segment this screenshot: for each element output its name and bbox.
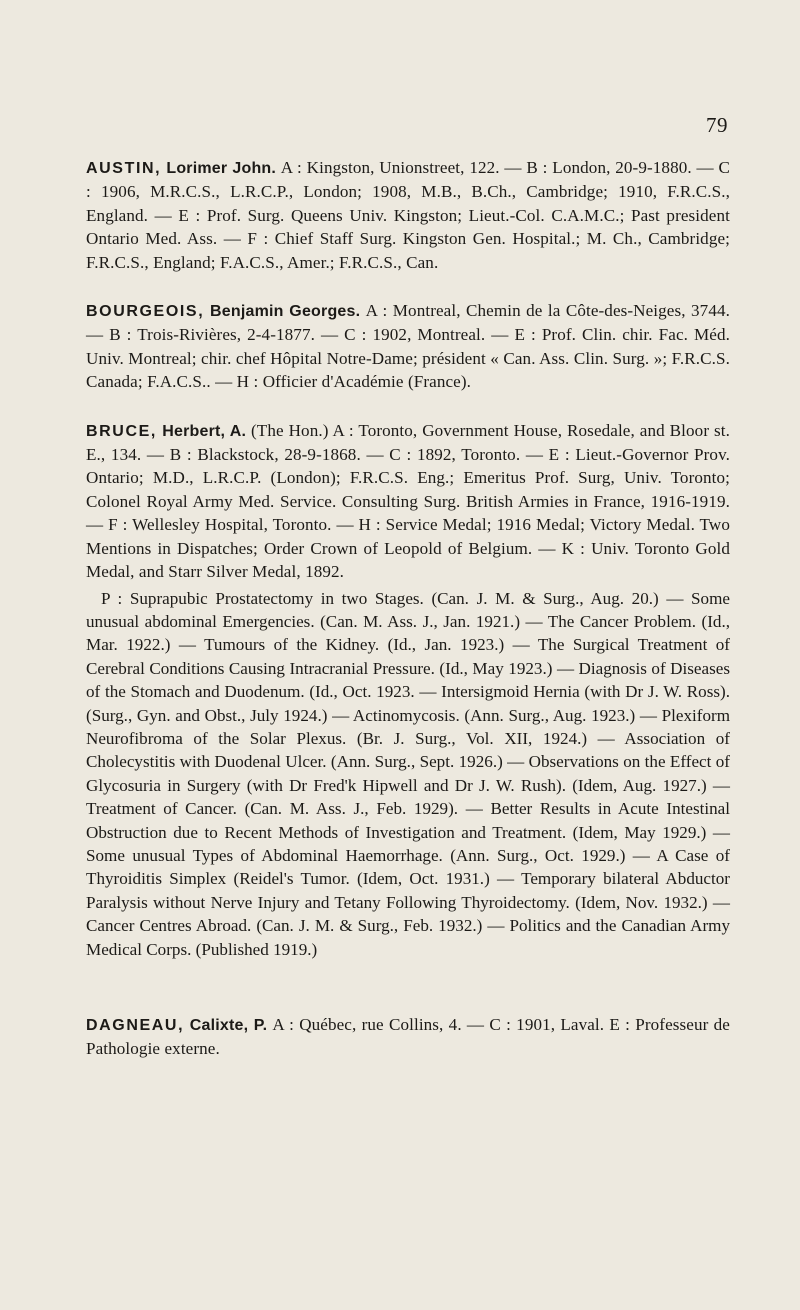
entry-surname: BOURGEOIS, [86, 303, 205, 321]
entry-given-name: Lorimer John. [166, 160, 277, 177]
entry-details: (The Hon.) A : Toronto, Government House, Rosedale, and Bloor st. E., 134. — B : Blackstock, 28-9-1868. — C : 1892, Toronto. — E : Lieut.-Governor Prov. Ontario; M.D., L.R.C.P. (London); F.R.C.S. Eng.; Emeritus Prof. Surg, Univ. Toronto; Colonel Royal Army Med. Service. Consulting Surg. British Armies in France, 1916-1919. — F : Wellesley Hospital, Toronto. — H : Service Medal; 1916 Medal; Victory Medal. Two Mentions in Dispatches; Order Crown of Leopold of Belgium. — K : Univ. Toronto Gold Medal, and Starr Silver Medal, 1892. [86, 420, 731, 582]
entry-details: A : Québec, rue Collins, 4. — C : 1901, Laval. E : Professeur de Pathologie externe. [86, 1015, 730, 1059]
page-number: 79 [706, 113, 728, 137]
entry-name [86, 160, 276, 177]
entry-list [86, 156, 730, 1086]
entry-surname: AUSTIN, [86, 160, 162, 177]
entry-details: A : Montreal, Chemin de la Côte-des-Neiges, 3744. — B : Trois-Rivières, 2-4-1877. — C : 1902, Montreal. — E : Prof. Clin. chir. Fac. Méd. Univ. Montreal; chir. chef Hôpital Notre-Dame; président « Can. Ass. Clin. Surg. »; F.R.C.S. Canada; F.A.C.S.. — H : Officier d'Académie (France). [86, 301, 730, 392]
entry-name [86, 423, 246, 440]
entry-given-name: Herbert, A. [162, 422, 247, 440]
entry-bourgeois [86, 299, 730, 394]
entry-dagneau [86, 1013, 730, 1061]
entry-austin [86, 156, 730, 274]
entry-name [86, 303, 360, 320]
entry-details: A : Kingston, Unionstreet, 122. — B : London, 20-9-1880. — C : 1906, M.R.C.S., L.R.C.P., London; 1908, M.B., B.Ch., Cambridge; 1910, F.R.C.S., England. — E : Prof. Surg. Queens Univ. Kingston; Lieut.-Col. C.A.M.C.; Past president Ontario Med. Ass. — F : Chief Staff Surg. Kingston Gen. Hospital.; M. Ch., Cambridge; F.R.C.S., England; F.A.C.S., Amer.; F.R.C.S., Can. [86, 158, 730, 272]
entry-bruce-publications: P : Suprapubic Prostatectomy in two Stages. (Can. J. M. & Surg., Aug. 20.) — Some unusual abdominal Emergencies. (Can. M. Ass. J., Jan. 1921.) — The Cancer Problem. (Id., Mar. 1922.) — Tumours of the Kidney. (Id., Jan. 1923.) — The Surgical Treatment of Cerebral Conditions Causing Intracranial Pressure. (Id., May 1923.) — Diagnosis of Diseases of the Stomach and Duodenum. (Id., Oct. 1923. — Intersigmoid Hernia (with Dr J. W. Ross). (Surg., Gyn. and Obst., July 1924.) — Actinomycosis. (Ann. Surg., Aug. 1923.) — Plexiform Neurofibroma of the Solar Plexus. (Br. J. Surg., Vol. XII, 1924.) — Association of Cholecystitis with Duodenal Ulcer. (Ann. Surg., Sept. 1926.) — Observations on the Effect of Glycosuria in Surgery (with Dr Fred'k Hipwell and Dr J. W. Rush). (Idem, Aug. 1927.) — Treatment of Cancer. (Can. M. Ass. J., Feb. 1929). — Better Results in Acute Intestinal Obstruction due to Recent Methods of Investigation and Treatment. (Idem, May 1929.) — Some unusual Types of Abdominal Haemorrhage. (Ann. Surg., Oct. 1929.) — A Case of Thyroiditis Simplex (Reidel's Tumor. (Idem, Oct. 1931.) — Temporary bilateral Abductor Paralysis without Nerve Injury and Tetany Following Thyroidectomy. (Idem, Nov. 1932.) — Cancer Centres Abroad. (Can. J. M. & Surg., Feb. 1932.) — Politics and the Canadian Army Medical Corps. (Published 1919.) [86, 588, 730, 959]
entry-name [86, 1017, 267, 1034]
entry-bruce [86, 419, 730, 584]
entry-surname: BRUCE, [86, 422, 157, 440]
entry-surname: DAGNEAU, [86, 1017, 185, 1034]
entry-given-name: Benjamin Georges. [210, 303, 361, 321]
entry-given-name: Calixte, P. [189, 1017, 268, 1034]
